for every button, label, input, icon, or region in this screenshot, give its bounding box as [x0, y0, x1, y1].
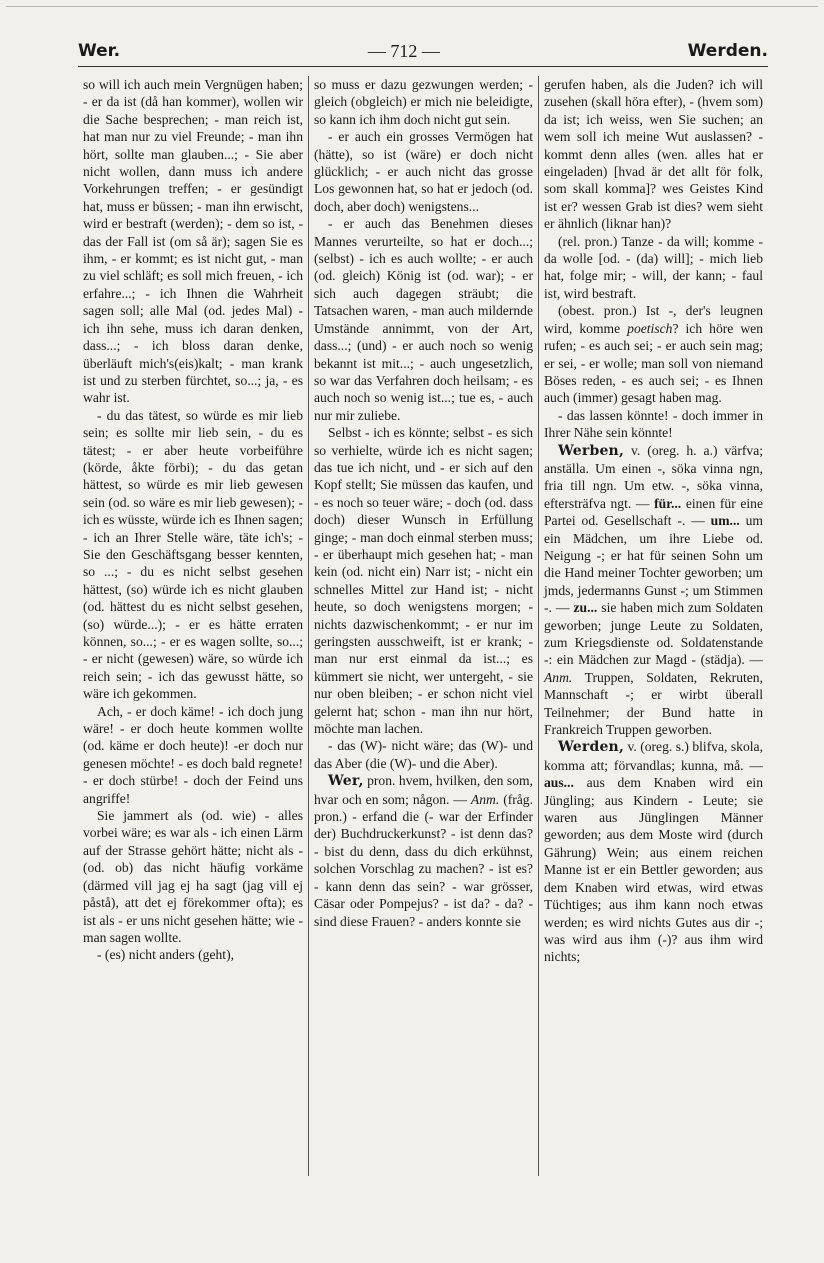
paragraph: Ach, - er doch käme! - ich doch jung wäre! - er doch heute kommen wollte (od. käme er doch heute)! -er doch nur genesen möchte! - es doch bald regnete! - er doch stürbe! - doch der Feind uns angriffe!	[83, 703, 303, 806]
paragraph	[544, 302, 763, 406]
column-3	[538, 76, 768, 1176]
column-1	[78, 76, 308, 1176]
paragraph: - du das tätest, so würde es mir lieb sein; es sollte mir lieb sein, - du es tätest; - er aber heute vorbeiführe (körde, åkte förbi); - du das getan hättest, so würde es mir lieb gewesen sein (od. so wäre es mir lieb gewesen); - ich es wüsste, würde ich es Ihnen sagen; - ich an Ihrer Stelle wäre, täte ich's; - Sie den Geschäftsgang besser kennten, so ...; - du es nicht selbst gesehen hättest, (so) würde ich es nicht glauben (od. hättest du es nicht selbst gesehen, (so) würde...); - er es hätte erraten können, so...; - er es wagen sollte, so...; - er nicht (gewesen) wäre, so würde ich reich sein; - ich das gewusst hätte, so wäre ich gekommen.	[83, 407, 303, 702]
paragraph: Sie jammert als (od. wie) - alles vorbei wäre; es war als - ich einen Lärm auf der Strasse gehört hätte; nicht als - (od. ob) das nicht häufig vorkäme (därmed vill jag ej ha sagt (jag vill ej påstå), att det ej förekommer ofta); es ist als - er uns nicht gesehen hätte; wie - man sagen wollte.	[83, 808, 303, 945]
entry-headword: Werden,	[558, 739, 625, 756]
annotation-label: Anm.	[544, 669, 573, 685]
entry-text: einen für eine Partei od. Gesellschaft -. —	[544, 495, 763, 529]
entry-text: sie haben mich zum Soldaten geworben; junge Leute zu Soldaten, zum Kriegsdienste od. Soldatenstande -: ein Mädchen zur Magd - (städja). —	[544, 600, 763, 668]
paragraph: (rel. pron.) Tanze - da will; komme - da wolle [od. - (da) will]; - mich lieb hat, folge mir; - will, der kann; - faul ist, wird bestraft.	[544, 233, 763, 301]
sub-keyword: um...	[710, 513, 740, 529]
sub-keyword: aus...	[544, 775, 574, 791]
paragraph: so will ich auch mein Vergnügen haben; - er da ist (då han kommer), wollen wir die Sache besprechen; - man reich ist, hat man nur zu viel Freunde; - man ihn hört, sollte man glauben...; - Sie aber nicht wollen, dann muss ich andere Vorkehrungen treffen; - er gesündigt hat, muss er büssen; - man ihn erwischt, wird er bestraft (werden); - dem so ist, - das der Fall ist (om så är); sagen Sie es ihm, - er kommt; es ist nicht gut, - man zu viel schläft; es soll mich freuen, - ich erfahre...; - ich Ihnen die Wahrheit sagen soll; alle Mal (od. jedes Mal) - ich ihn sehe, muss ich daran denken, dass...; - ich bloss daran denke, überläuft mich's(eis)kalt; - man krank ist und zu sterben fürchtet, so...; ja, - es wahr ist.	[83, 77, 303, 406]
column-2	[308, 76, 538, 1176]
entry-text: v. (oreg. s.) blifva, skola, komma att; förvandlas; kunna, må. —	[544, 739, 763, 773]
paragraph: gerufen haben, als die Juden? ich will zusehen (skall höra efter), - (hvem som) da ist; ich weiss, wen Sie suchen; an wem soll ich meine Wut auslassen? - kommt denn alles (wen. alles hat er eingeladen) [hvad är det allt för folk, som skall komma]? wes Geistes Kind ist er? wessen Grab ist dies? wem sieht er ähnlich (liknar han)?	[544, 77, 763, 232]
header-left-word: Wer.	[78, 41, 121, 61]
entry-werden	[544, 738, 763, 965]
entry-text: pron. hvem, hvilken, den som, hvar och en som; någon. —	[314, 773, 533, 807]
page-number: — 712 —	[367, 40, 440, 61]
paragraph: - das (W)- nicht wäre; das (W)- und das Aber (die (W)- und die Aber).	[314, 738, 533, 771]
entry-text: (obest. pron.) Ist -, der's leugnen wird, komme	[544, 303, 763, 336]
paragraph: - (es) nicht anders (geht),	[97, 947, 235, 963]
paragraph: - er auch das Benehmen dieses Mannes verurteilte, so hat er doch...; (selbst) - ich es auch wollte; - er auch (od. gleich) König ist (od. war); - er sich auch dagegen sträubt; die Tatsachen waren, - man auch mildernde Umstände annimmt, von der Art, dass...; (und) - er auch noch so wenig bekannt ist mit...; - auch ungesetzlich, so war das Verfahren doch heilsam; - es auch noch so wenig ist...; tue es, - auch nur mir zuliebe.	[314, 216, 533, 423]
entry-text: um ein Mädchen, um ihre Liebe od. Neigung -; er hat für seinen Sohn um die Hand meiner Tochter geworben; um jmds, jedermanns Gunst -; um Stimmen -. —	[544, 513, 763, 616]
entry-text: (fråg. pron.) - erfand die (- war der Erfinder der) Buchdruckerkunst? - ist denn das? - bist du denn, dass du dich erkühnst, solchen Vorschlag zu machen? - ist es? - kann denn das sein? - war grösser, Cäsar oder Pompejus? - ist da? - da? - sind diese Frauen? - anders konnte sie	[314, 791, 534, 929]
italic-term: poetisch	[627, 320, 673, 336]
text-columns	[78, 76, 768, 1176]
paragraph: so muss er dazu gezwungen werden; - gleich (obgleich) er mich nie beleidigte, so kann ich ihm doch nicht gut sein.	[314, 77, 533, 127]
paragraph: - das lassen könnte! - doch immer in Ihrer Nähe sein könnte!	[544, 407, 763, 441]
entry-text: aus dem Knaben wird ein Jüngling; aus Kindern - Leute; sie waren aus Jünglingen Männer geworden; aus dem Moste wird (durch Gährung) Wein; aus einem reichen Manne ist er ein Bettler geworden; aus dem Knaben wird etwas, wird etwas Tüchtiges; aus ihm kann noch etwas werden; es wird nichts Gutes aus dir -; was wird aus ihm (-)? aus ihm wird nichts;	[544, 775, 763, 965]
entry-headword: Wer,	[328, 773, 364, 790]
paragraph: - er auch ein grosses Vermögen hat (hätte), so ist (wäre) er doch nicht glücklich; - er auch nicht das grosse Los gewonnen hat, so hat er jedoch (od. doch, aber doch) wenigstens...	[314, 129, 533, 214]
paragraph: Selbst - ich es könnte; selbst - es sich so verhielte, würde ich es nicht sagen; das tue ich nicht, und - er sich auf den Kopf stellt; Sie müssen das kaufen, und - es noch so teuer wäre; - doch (od. dass doch) dieser Wunsch in Erfüllung ginge; - man doch einmal sterben muss; - er überhaupt mich gesehen hat; - man kein (od. nicht ein) Narr ist; - nicht ein schnelles Mittel zur Hand ist; - nicht heute, so doch wenigstens morgen; - nichts dazwischenkommt; - er nur im geringsten ausschweift, ist er krank; - man nur erst einmal da ist...; es kümmert sie nicht, wer untergeht, - sie nur oben bleiben; - er schon nicht viel gelernt hat; schon - man ihn nur hört, möchte man lachen.	[314, 425, 533, 737]
sub-keyword: zu...	[573, 600, 598, 616]
entry-text: Truppen, Soldaten, Rekruten, Mannschaft -; er wirbt überall Teilnehmer; der Bund hatte in Frankreich Truppen geworben.	[544, 669, 763, 738]
header-right-word: Werden.	[687, 41, 768, 61]
entry-werben	[544, 442, 763, 739]
entry-text: v. (oreg. h. a.) värfva; anställa. Um einen -, söka vinna ngn, fria till ngn. Um etw. -, söka vinna, eftersträfva ngt. —	[544, 442, 763, 511]
entry-text: ? ich höre wen rufen; - es auch sei; - er auch sein mag; er sei, - er wolle; man soll von niemand Böses reden, - es auch sei; - es Ihnen auch (immer) gesagt haben mag.	[544, 320, 764, 406]
entry-wer	[314, 772, 533, 930]
sub-keyword: für...	[654, 495, 682, 511]
annotation-label: Anm.	[470, 791, 500, 807]
entry-headword: Werben,	[558, 442, 625, 459]
scan-edge-line	[6, 6, 818, 7]
page-header	[78, 36, 768, 67]
